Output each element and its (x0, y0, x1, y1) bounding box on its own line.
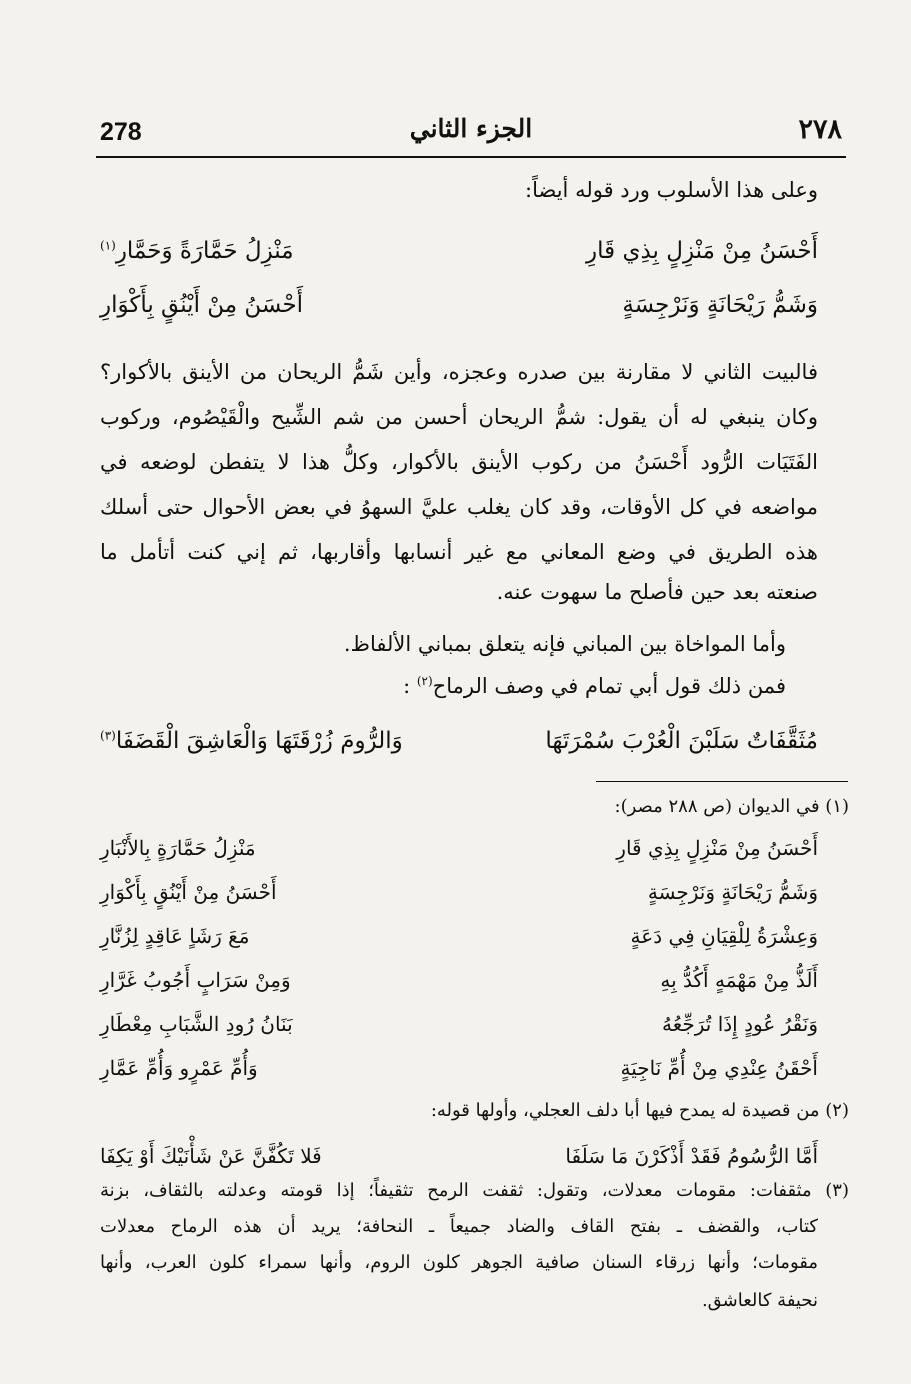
footnote-1-heading: (١) في الديوان (ص ٢٨٨ مصر): (614, 796, 849, 817)
footnote-verse (100, 924, 818, 964)
paragraph-3 (403, 674, 786, 698)
verse-1-second-half-text: مَنْزِلُ حَمَّارَةً وَحَمَّارِ (115, 238, 294, 264)
footnote-divider (596, 781, 848, 782)
footnote-verse-first-half: وَشَمُّ رَيْحَانَةٍ وَنَرْجِسَةٍ (647, 880, 818, 904)
paragraph-line-last: صنعته بعد حين فأصلح ما سهوت عنه. (496, 580, 818, 604)
footnote-verse (100, 1012, 818, 1052)
footnote-3-line: كتاب، والقضف ـ بفتح القاف والضاد جميعاً ـ النحافة؛ يريد أن هذه الرماح معدلات (100, 1216, 818, 1237)
footnote-verse-first-half: أَمَّا الرُّسُومُ فَقَدْ أَذْكَرْنَ مَا سَلَفَا (565, 1144, 818, 1168)
page-number-arabic: ٢٧٨ (798, 114, 842, 145)
footnote-verse-second-half: أَحْسَنُ مِنْ أَيْنُقٍ بِأَكْوَارِ (100, 880, 277, 904)
footnote-verse-first-half: وَعِشْرَةُ لِلْقِيَانِ فِي دَعَةٍ (630, 924, 818, 948)
footnote-verse-first-half: أَحْقَنُ عِنْدِي مِنْ أُمِّ نَاجِيَةٍ (620, 1056, 818, 1080)
footnote-ref-2: (٢) (416, 674, 433, 688)
verse-3-second-half (100, 728, 403, 754)
verse-1-first-half: أَحْسَنُ مِنْ مَنْزِلٍ بِذِي قَارِ (586, 238, 818, 264)
footnote-ref-1: (١) (100, 238, 116, 253)
footnote-verse-second-half: وَمِنْ سَرَابٍ أَجُوبُ غَرَّارِ (100, 968, 291, 992)
footnote-verse (100, 880, 818, 920)
verse-3-second-half-text: وَالرُّومَ زُرْقَتَهَا وَالْعَاشِقَ الْقَضَفَا (115, 728, 403, 754)
paragraph-line: فالبيت الثاني لا مقارنة بين صدره وعجزه، وأين شَمُّ الريحان من الأينق بالأكوار؟ (100, 360, 818, 384)
footnote-verse (100, 1056, 818, 1096)
footnote-verse-first-half: أَحْسَنُ مِنْ مَنْزِلٍ بِذِي قَارِ (616, 836, 818, 860)
footnote-2-verse (100, 1144, 818, 1184)
paragraph-2: وأما المواخاة بين المباني فإنه يتعلق بمباني الألفاظ. (343, 632, 786, 656)
verse-3-first-half: مُثَقَّفَاتٌ سَلَبْنَ الْعُرْبَ سُمْرَتَهَا (545, 728, 818, 754)
verse-2 (100, 292, 818, 332)
footnote-verse-first-half: أَلَذُّ مِنْ مَهْمَهٍ أَكُدُّ بِهِ (660, 968, 818, 992)
verse-3 (100, 728, 818, 768)
footnote-verse-first-half: وَنَقْرُ عُودٍ إِذَا تُرَجِّعُهُ (662, 1012, 818, 1036)
verse-1-second-half (100, 238, 294, 264)
paragraph-line: الفَتَيَات الرُّود أَحْسَنُ من ركوب الأينق بالأكوار، وكلُّ هذا لا يتفطن لوضعه في (100, 450, 818, 474)
footnote-3-line-last: نحيفة كالعاشق. (701, 1290, 818, 1311)
footnote-verse-second-half: وَأُمِّ عَمْرٍو وَأُمِّ عَمَّارِ (100, 1056, 258, 1080)
footnote-3-line: مقومات؛ وأنها زرقاء السنان صافية الجوهر كلون الروم، وأنها سمراء كلون العرب، وأنها (100, 1252, 818, 1273)
footnote-2-heading: (٢) من قصيدة له يمدح فيها أبا دلف العجلي، وأولها قوله: (430, 1100, 849, 1121)
paragraph-3-colon: : (403, 674, 411, 698)
footnote-ref-3: (٣) (100, 728, 116, 743)
intro-line: وعلى هذا الأسلوب ورد قوله أيضاً: (525, 178, 818, 202)
verse-2-second-half: أَحْسَنُ مِنْ أَيْنُقٍ بِأَكْوَارِ (100, 292, 304, 318)
paragraph-3-text: فمن ذلك قول أبي تمام في وصف الرماح (432, 674, 786, 698)
footnote-verse-second-half: مَعَ رَشَاٍ عَاقِدٍ لِزُنَّارِ (100, 924, 250, 948)
verse-2-first-half: وَشَمُّ رَيْحَانَةٍ وَنَرْجِسَةٍ (622, 292, 818, 318)
footnote-3-line: (٣) مثقفات: مقومات معدلات، وتقول: ثقفت الرمح تثقيفاً؛ إذا قومته وعدلته بالثقاف، بزنة (100, 1180, 849, 1201)
footnote-verse (100, 968, 818, 1008)
running-title: الجزء الثاني (409, 114, 533, 143)
footnote-verse (100, 836, 818, 876)
paragraph-line: هذه الطريق في وضع المعاني مع غير أنسابها وأقاربها، ثم إني كنت أتأمل ما (100, 540, 818, 564)
page-header (96, 112, 846, 158)
footnote-verse-second-half: فَلا تَكُفَّنَّ عَنْ شَأْنَيْكَ أَوْ يَكِفَا (100, 1144, 322, 1168)
verse-1 (100, 238, 818, 278)
page-number-latin: 278 (100, 118, 142, 146)
paragraph-line: مواضعه في كل الأوقات، وقد كان يغلب عليَّ السهوُ في بعض الأحوال حتى أسلك (100, 495, 818, 519)
paragraph-line: وكان ينبغي له أن يقول: شمُّ الريحان أحسن من شم الشِّيح والْقَيْصُوم، وركوب (100, 405, 818, 429)
footnote-verse-second-half: بَنَانُ رُودِ الشَّبَابِ مِعْطَارِ (100, 1012, 293, 1036)
footnote-verse-second-half: مَنْزِلُ حَمَّارَةٍ بِالأَنْبَارِ (100, 836, 256, 860)
